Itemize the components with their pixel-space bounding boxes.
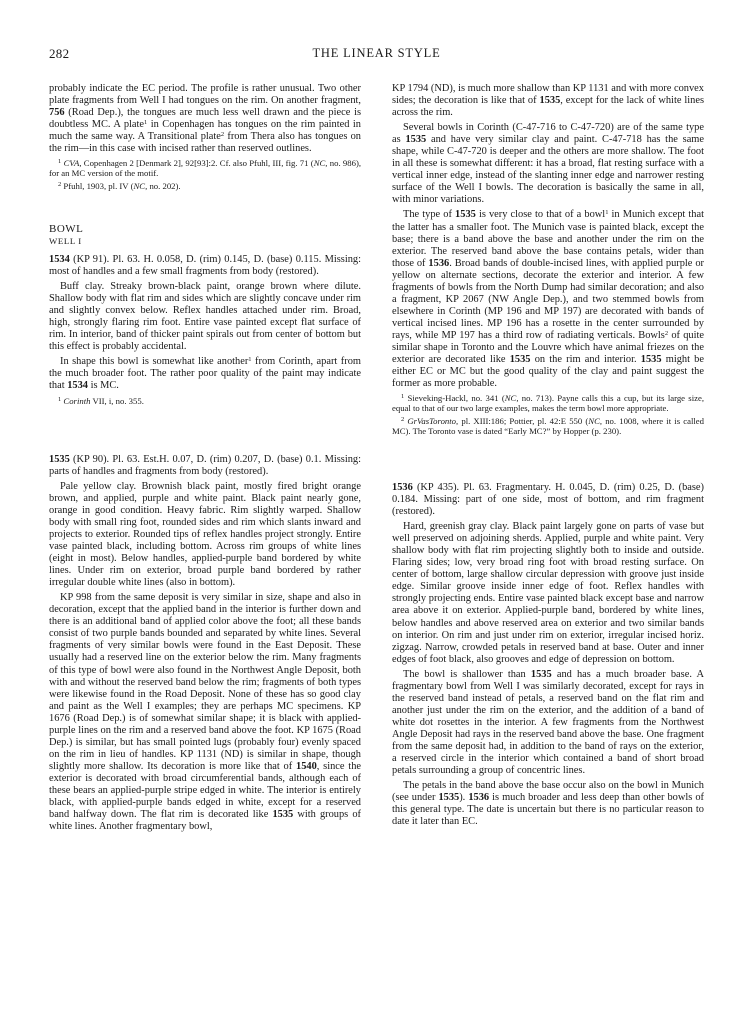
page-number: 282 [49, 46, 70, 61]
page-header [49, 46, 704, 66]
description-1536: Hard, greenish gray clay. Black paint largely gone on parts of vase but well preserved on adjoining sherds. Applied, purple and white paint. Very shallow body with flat rim projecting slightly both to inside and outside. Flaring sides; low, very broad ring foot with broad resting surface. On center of bottom, large shallow circular depression with groove just inside edge. Similar groove inside inner edge of foot. Reflex handles with strongly projecting ends. Entire vase painted black except base and narrow area above it on exterior. Applied-purple band, bordered by white lines, below handles and above reserved area on exterior and two similar bands on interior. On rim and just under rim on exterior, irregular incised horiz. zigzag. Narrow, crowded petals in reserved band at base. Outer and inner edges of foot black, also grooves and edge of depression on bottom. [392, 521, 704, 665]
catalog-entry-1536: 1536 (KP 435). Pl. 63. Fragmentary. H. 0.045, D. (rim) 0.25, D. (base) 0.184. Missing: part of one side, most of bottom, and rim fragment (restored). [392, 481, 704, 518]
type-paragraph: The type of 1535 is very close to that of a bowl$^1$ in Munich except that the latter has a smaller foot. The Munich vase is painted black, except the base; there is a band above the base and another under the rim on the exterior. The reserved band above the base contains petals, wider than those of 1536. Broad bands of double-incised lines, with applied purple or yellow on alternate sections, decorate the exterior and interior. A few fragments of bowls from the North Dump had similar decoration; and also a fragment, KP 2067 (NW Angle Dep.), and two stemmed bowls from elsewhere in Corinth (MP 196 and MP 197) are decorated with bands of vertical incised lines. MP 196 has a rosette in the center surrounded by rays, while MP 197 has a third row of radiating verticals. Bowls$^2$ of quite similar shape in Toronto and the Louvre which have animal friezes on the exterior are decorated like 1535 on the rim and interior. 1535 might be either EC or MC but the good quality of the clay and paint suggest the former as more probable. [392, 209, 704, 390]
catalog-entry-1535: 1535 (KP 90). Pl. 63. Est.H. 0.07, D. (rim) 0.207, D. (base) 0.1. Missing: parts of handles and fragments from body (restored). [49, 453, 361, 477]
corinth-bowls-paragraph: Several bowls in Corinth (C-47-716 to C-47-720) are of the same type as 1535 and have very similar clay and paint. C-47-718 has the same shape, while C-47-720 is deeper and the others are more shallow. The foot in all these is somewhat different: it has a broad, flat resting surface with a vertical inner edge, instead of the slanting inner edge and narrower resting surface of the Well I bowls. The decoration is basically the same in all, with minor variations. [392, 122, 704, 206]
commentary-1536: The bowl is shallower than 1535 and has a much broader base. A fragmentary bowl from Well I was similarly decorated, except for rays in the reserved band instead of petals, a reserved band on the flat rim and another just under the rim on the exterior, and the addition of a band of white dot rosettes in the interior. A few fragments from the Northwest Angle Deposit had rays in the reserved band above the base. One fragment from the same deposit had, in addition to the band of rays on the exterior, a reserved circle in the interior which contained a band of short broad petals surrounding a group of concentric lines. [392, 668, 704, 777]
running-title: THE LINEAR STYLE [312, 46, 441, 60]
petals-paragraph: The petals in the band above the base occur also on the bowl in Munich (see under 1535). 1536 is much broader and less deep than other bowls of this general type. The date is uncertain but there is no particular reason to date it later than EC. [392, 780, 704, 828]
footnote-grvastoronto: $^2$ GrVasToronto, pl. XIII:186; Pottier, pl. 42:E 550 (NC, no. 1008, where it is called MC). The Toronto vase is dated “Early MC?” by Hopper (p. 230). [392, 415, 704, 436]
intro-paragraph: probably indicate the EC period. The profile is rather unusual. Two other plate fragments from Well I had tongues on the rim. On another fragment, 756 (Road Dep.), the tongues are much less well drawn and the piece is doubtless MC. A plate$^1$ in Copenhagen has tongues on the rim painted in much the same way. A Transitional plate$^2$ from Thera also has tongues on the rim—in this case with incised rather than reserved outlines. [49, 83, 361, 155]
catalog-entry-1534: 1534 (KP 91). Pl. 63. H. 0.058, D. (rim) 0.145, D. (base) 0.115. Missing: most of handles and a few small fragments from body (restored). [49, 253, 361, 278]
footnote-pfuhl: $^2$ Pfuhl, 1903, pl. IV (NC, no. 202). [58, 180, 181, 191]
footnote-corinth: $^1$ Corinth VII, i, no. 355. [58, 395, 144, 406]
footnote-sieveking: $^1$ Sieveking-Hackl, no. 341 (NC, no. 713). Payne calls this a cup, but its large size, equal to that of our two large examples, makes the term bowl more appropriate. [392, 393, 704, 414]
left-column [49, 83, 361, 836]
section-heading-bowl: BOWL [49, 222, 84, 235]
footnote-cva: $^1$ CVA, Copenhagen 2 [Denmark 2], 92[93]:2. Cf. also Pfuhl, III, fig. 71 (NC, no. 986), for an MC version of the motif. [49, 158, 362, 179]
commentary-1534: In shape this bowl is somewhat like another$^1$ from Corinth, apart from the much broader foot. The rather poor quality of the paint may indicate that 1534 is MC. [49, 356, 361, 392]
description-1535: Pale yellow clay. Brownish black paint, mostly fired bright orange brown, and applied, purple and white paint. Black paint nearly gone, orange in good condition. Heavy fabric. Rim slightly warped. Shallow body with small ring foot, rounded sides and rim which slants inward and projects to exterior. Rounded tips of reflex handles project strongly. Entire vase painted black, including bottom. Across rim groups of white lines (eight in most). Below handles, applied-purple band bordered by white lines. Under rim on exterior, broad purple band bordered by rather irregular double white lines (also in bottom). [49, 480, 361, 589]
right-column [392, 83, 704, 831]
commentary-1535: KP 998 from the same deposit is very similar in size, shape and also in decoration, except that the applied band in the interior is further down and there is an additional band of applied color above the foot; all these bands consist of two purple bands bounded and separated by white lines. Several fragments of very similar bowls were found in the East Deposit. These usually had a reserved line on the exterior below the rim. Many fragments of this type of bowl were also found in the Northwest Angle Deposit, both with and without the reserved band below the rim; fragments of both types were likewise found in the Road Deposit. None of these has so good clay and paint as the Well I examples; they are perhaps MC specimens. KP 1676 (Road Dep.) is of somewhat similar shape; it is black with applied-purple lines on the rim and a reserved band above the foot. KP 1675 (Road Dep.) is similar, but has small pointed lugs (probably four) evenly spaced on the rim in lieu of handles. KP 1131 (ND) is similar in shape, though slightly more shallow. Its decoration is more like that of 1540, since the exterior is decorated with broad circumferential bands, although each of these bears an applied-purple stripe edged in white. The interior is entirely black, with applied-purple bands edged in white, except for a reserved band halfway down. The flat rim is decorated like 1535 with groups of white lines. Another fragmentary bowl, [49, 592, 361, 833]
continued-paragraph: KP 1794 (ND), is much more shallow than KP 1131 and with more convex sides; the decoration is like that of 1535, except for the lack of white lines across the rim. [392, 83, 704, 119]
description-1534: Buff clay. Streaky brown-black paint, orange brown where dilute. Shallow body with flat rim and sides which are slightly concave under rim and slightly convex below. Reflex handles attached under rim. Broad, high, strongly flaring rim foot. Entire vase painted except flat surface of rim. In interior, band of thicker paint spirals out from center of bottom but this effect is probably accidental. [49, 281, 361, 353]
subheading-well-i: WELL I [49, 235, 82, 246]
